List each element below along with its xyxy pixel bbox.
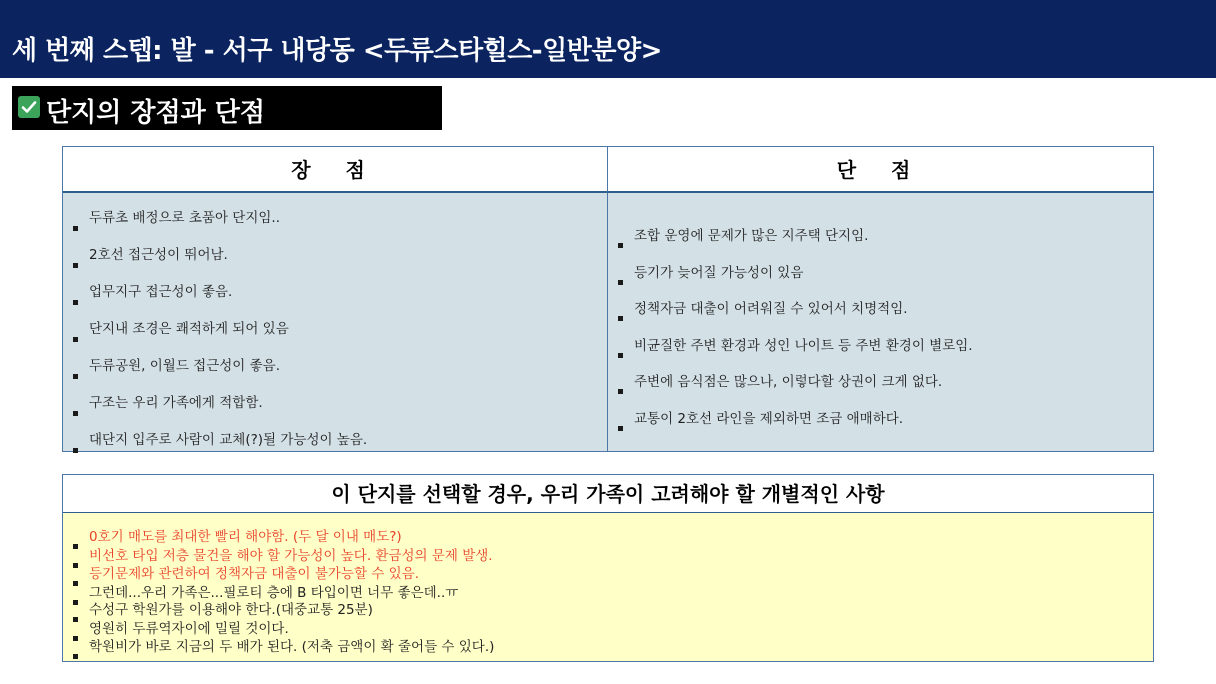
considerations-right-list <box>71 547 493 657</box>
pros-heading: 장 점 <box>63 147 608 193</box>
cons-item: 조합 운영에 문제가 많은 지주택 단지임. <box>616 227 973 264</box>
cons-item: 등기가 늦어질 가능성이 있음 <box>616 264 973 301</box>
section-title: 단지의 장점과 단점 <box>46 98 266 128</box>
considerations-cell <box>63 513 1153 661</box>
pros-item: 대단지 입주로 사람이 교체(?)될 가능성이 높음. <box>71 431 367 468</box>
considerations-item: 그런데...우리 가족은...필로티 층에 B 타입이면 너무 좋은데..ㅠ <box>71 584 493 621</box>
cons-list <box>616 227 973 446</box>
cons-item: 비균질한 주변 환경과 성인 나이트 등 주변 환경이 별로임. <box>616 337 973 374</box>
page-header <box>0 0 1216 78</box>
considerations-item: 수성구 학원가를 이용해야 한다.(대중교통 25분) <box>71 601 494 638</box>
pros-cons-table <box>62 146 1154 452</box>
considerations-item: 학원비가 바로 지금의 두 배가 된다. (저축 금액이 확 줄어들 수 있다.) <box>71 638 494 675</box>
cons-item: 정책자금 대출이 어려워질 수 있어서 치명적임. <box>616 300 973 337</box>
considerations-item: 0호기 매도를 최대한 빨리 해야함. (두 달 이내 매도?) <box>71 528 494 565</box>
considerations-item: 비선호 타입 저층 물건을 해야 할 가능성이 높다. 환금성의 문제 발생. <box>71 547 493 584</box>
page-title: 세 번째 스텝: 발 - 서구 내당동 <두류스타힐스-일반분양> <box>12 36 662 66</box>
considerations-table <box>62 474 1154 662</box>
pros-item: 2호선 접근성이 뛰어남. <box>71 246 367 283</box>
considerations-item: 영원히 두류역자이에 밀릴 것이다. <box>71 620 493 657</box>
cons-heading: 단 점 <box>608 147 1153 193</box>
pros-list <box>71 209 367 468</box>
cons-item: 교통이 2호선 라인을 제외하면 조금 애매하다. <box>616 410 973 447</box>
check-box-icon <box>18 96 40 118</box>
pros-item: 두류초 배정으로 초품아 단지임.. <box>71 209 367 246</box>
cons-item: 주변에 음식점은 많으나, 이렇다할 상권이 크게 없다. <box>616 373 973 410</box>
pros-cell <box>63 193 608 451</box>
considerations-heading: 이 단지를 선택할 경우, 우리 가족이 고려해야 할 개별적인 사항 <box>63 475 1153 513</box>
pros-item: 구조는 우리 가족에게 적합함. <box>71 394 367 431</box>
pros-item: 업무지구 접근성이 좋음. <box>71 283 367 320</box>
considerations-item: 등기문제와 관련하여 정책자금 대출이 불가능할 수 있음. <box>71 565 494 602</box>
cons-cell <box>608 193 1153 451</box>
pros-item: 단지내 조경은 쾌적하게 되어 있음 <box>71 320 367 357</box>
section-title-bar <box>12 86 442 130</box>
pros-item: 두류공원, 이월드 접근성이 좋음. <box>71 357 367 394</box>
